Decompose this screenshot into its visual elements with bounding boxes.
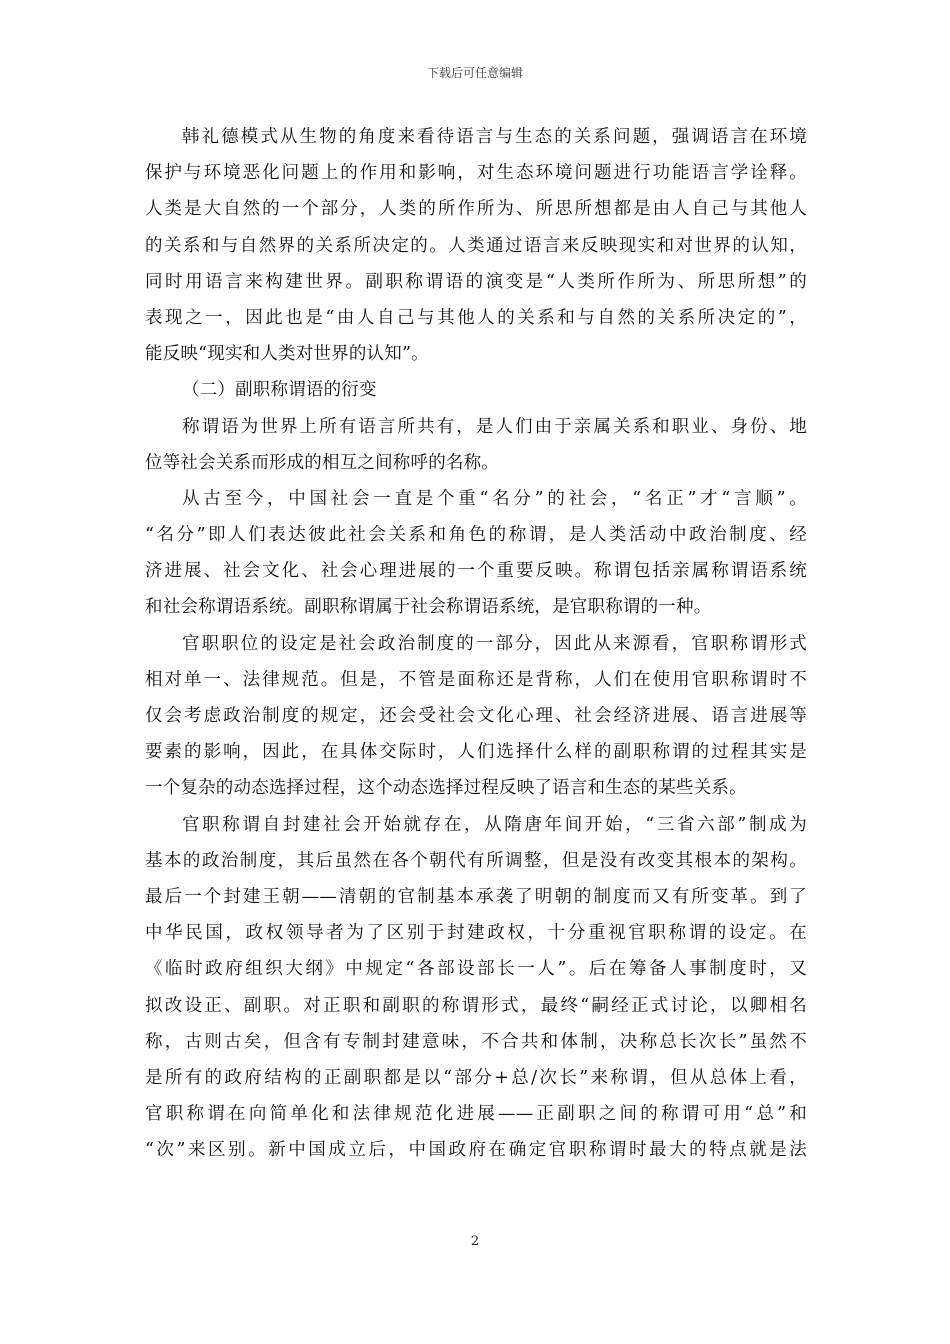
text-line: 是所有的政府结构的正副职都是以“部分+总/次长”来称谓，但从总体上看，	[145, 1067, 807, 1088]
text-line: 要素的影响，因此，在具体交际时，人们选择什么样的副职称谓的过程其实是	[145, 742, 807, 763]
text-line: 的关系和与自然界的关系所决定的。人类通过语言来反映现实和对世界的认知，	[145, 235, 807, 256]
text-line: “名分”即人们表达彼此社会关系和角色的称谓，是人类活动中政治制度、经	[145, 525, 807, 546]
text-line: 基本的政治制度，其后虽然在各个朝代有所调整，但是没有改变其根本的架构。	[145, 850, 807, 871]
text-line: 一个复杂的动态选择过程，这个动态选择过程反映了语言和生态的某些关系。	[145, 778, 747, 799]
page-header: 下载后可任意编辑	[426, 66, 523, 80]
text-line: 官职称谓自封建社会开始就存在，从隋唐年间开始，“三省六部”制成为	[182, 814, 807, 835]
text-line: 和社会称谓语系统。副职称谓属于社会称谓语系统，是官职称谓的一种。	[145, 597, 712, 618]
text-line: （二）副职称谓语的衍变	[182, 380, 377, 401]
text-line: 中华民国，政权领导者为了区别于封建政权，十分重视官职称谓的设定。在	[145, 923, 807, 944]
text-line: 保护与环境恶化问题上的作用和影响，对生态环境问题进行功能语言学诠释。	[145, 163, 807, 184]
page-number: 2	[470, 1234, 480, 1249]
text-line: 称谓语为世界上所有语言所共有，是人们由于亲属关系和职业、身份、地	[182, 416, 807, 437]
document-body	[145, 119, 807, 1168]
text-line: 能反映“现实和人类对世界的认知”。	[145, 344, 429, 365]
text-line: 拟改设正、副职。对正职和副职的称谓形式，最终“嗣经正式讨论，以卿相名	[145, 995, 807, 1016]
text-line: 官职称谓在向简单化和法律规范化进展——正副职之间的称谓可用“总”和	[145, 1104, 807, 1125]
text-line: 表现之一，因此也是“由人自己与其他人的关系和与自然的关系所决定的”，	[145, 307, 807, 328]
text-line: 韩礼德模式从生物的角度来看待语言与生态的关系问题，强调语言在环境	[182, 127, 807, 147]
text-line: 相对单一、法律规范。但是，不管是面称还是背称，人们在使用官职称谓时不	[145, 669, 807, 690]
text-line: 济进展、社会文化、社会心理进展的一个重要反映。称谓包括亲属称谓语系统	[145, 561, 807, 582]
text-line: 最后一个封建王朝——清朝的官制基本承袭了明朝的制度而又有所变革。到了	[145, 886, 807, 907]
text-line: 官职职位的设定是社会政治制度的一部分，因此从来源看，官职称谓形式	[182, 633, 807, 654]
text-line: “次”来区别。新中国成立后，中国政府在确定官职称谓时最大的特点就是法	[145, 1140, 807, 1161]
text-line: 人类是大自然的一个部分，人类的所作所为、所思所想都是由人自己与其他人	[145, 199, 807, 220]
text-line: 同时用语言来构建世界。副职称谓语的演变是“人类所作所为、所思所想”的	[145, 271, 807, 292]
text-line: 仅会考虑政治制度的规定，还会受社会文化心理、社会经济进展、语言进展等	[145, 706, 807, 726]
text-line: 称，古则古矣，但含有专制封建意味，不合共和体制，决称总长次长”虽然不	[145, 1031, 807, 1052]
text-line: 从古至今，中国社会一直是个重“名分”的社会，“名正”才“言顺”。	[182, 488, 807, 509]
text-line: 位等社会关系而形成的相互之间称呼的名称。	[145, 452, 499, 473]
text-line: 《临时政府组织大纲》中规定“各部设部长一人”。后在筹备人事制度时，又	[145, 959, 807, 980]
